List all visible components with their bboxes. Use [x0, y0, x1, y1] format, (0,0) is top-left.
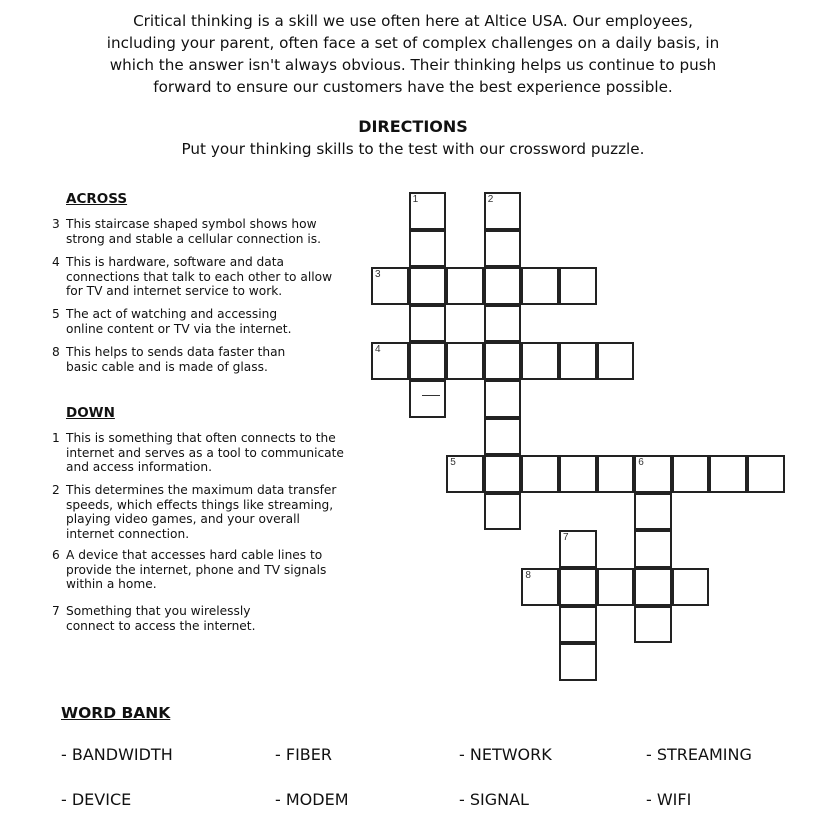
clue-number: 6	[52, 548, 60, 562]
grid-cell[interactable]	[484, 342, 522, 380]
grid-cell[interactable]	[446, 267, 484, 305]
grid-cell[interactable]	[446, 342, 484, 380]
grid-cell[interactable]	[597, 455, 635, 493]
grid-cell[interactable]	[634, 530, 672, 568]
down-clue-2	[52, 483, 347, 541]
across-clue-3	[52, 217, 337, 246]
grid-cell[interactable]	[521, 455, 559, 493]
grid-cell[interactable]	[672, 455, 710, 493]
clue-text: Something that you wirelessly connect to access the internet.	[66, 604, 256, 633]
down-clue-6	[52, 548, 337, 592]
clue-number: 4	[52, 255, 60, 269]
cell-number: 8	[525, 570, 531, 581]
grid-cell[interactable]	[409, 267, 447, 305]
clue-text: This is hardware, software and data connections that talk to each other to allow for TV and internet service to work.	[66, 255, 333, 299]
grid-cell[interactable]	[484, 305, 522, 343]
clue-text: This is something that often connects to the internet and serves as a tool to communicate and access information.	[66, 431, 344, 475]
clue-number: 5	[52, 307, 60, 321]
word-bank-item: - NETWORK	[459, 745, 552, 764]
grid-cell[interactable]	[484, 380, 522, 418]
clue-text: This helps to sends data faster than basic cable and is made of glass.	[66, 345, 286, 374]
grid-cell[interactable]	[559, 643, 597, 681]
grid-cell[interactable]	[634, 493, 672, 531]
clue-text: A device that accesses hard cable lines to provide the internet, phone and TV signals within a home.	[66, 548, 327, 592]
grid-cell[interactable]	[634, 606, 672, 644]
word-bank-item: - BANDWIDTH	[61, 745, 173, 764]
pencil-mark	[422, 395, 440, 396]
cell-number: 4	[375, 344, 381, 356]
across-title: ACROSS	[66, 191, 128, 207]
grid-cell[interactable]	[484, 230, 522, 268]
grid-cell[interactable]	[409, 305, 447, 343]
grid-cell[interactable]	[371, 342, 409, 380]
word-bank-item: - SIGNAL	[459, 790, 529, 809]
grid-cell[interactable]	[409, 192, 447, 230]
word-bank-item: - STREAMING	[646, 745, 752, 764]
word-bank-item: - DEVICE	[61, 790, 132, 809]
grid-cell[interactable]	[484, 418, 522, 456]
grid-cell[interactable]	[559, 568, 597, 606]
cell-number: 3	[375, 269, 381, 281]
word-bank-title: WORD BANK	[61, 704, 171, 722]
grid-cell[interactable]	[484, 455, 522, 493]
clue-number: 2	[52, 483, 60, 497]
grid-cell[interactable]	[559, 267, 597, 305]
grid-cell[interactable]	[634, 568, 672, 606]
word-bank-item: - FIBER	[275, 745, 332, 764]
grid-cell[interactable]	[409, 230, 447, 268]
clue-text: The act of watching and accessing online content or TV via the internet.	[66, 307, 292, 336]
grid-cell[interactable]	[521, 267, 559, 305]
word-bank-item: - MODEM	[275, 790, 349, 809]
clue-text: This staircase shaped symbol shows how strong and stable a cellular connection is.	[66, 217, 321, 246]
grid-cell[interactable]	[597, 342, 635, 380]
clue-text: This determines the maximum data transfer speeds, which effects things like streaming, playing video games, and your overall internet connection.	[66, 483, 337, 541]
across-clue-8	[52, 345, 312, 374]
cell-number: 5	[450, 457, 456, 469]
grid-cell[interactable]	[484, 493, 522, 531]
clue-number: 1	[52, 431, 60, 445]
cell-number: 6	[638, 457, 644, 469]
grid-cell[interactable]	[409, 380, 447, 418]
grid-cell[interactable]	[672, 568, 710, 606]
grid-cell[interactable]	[634, 455, 672, 493]
grid-cell[interactable]	[371, 267, 409, 305]
grid-cell[interactable]	[709, 455, 747, 493]
across-clue-4	[52, 255, 337, 299]
down-title: DOWN	[66, 405, 115, 421]
directions-text: Put your thinking skills to the test with our crossword puzzle.	[181, 140, 645, 158]
grid-cell[interactable]	[484, 192, 522, 230]
across-clue-5	[52, 307, 312, 336]
grid-cell[interactable]	[559, 455, 597, 493]
grid-cell[interactable]	[559, 606, 597, 644]
word-bank-item: - WIFI	[646, 790, 692, 809]
clue-number: 8	[52, 345, 60, 359]
cell-number: 7	[563, 532, 569, 544]
clue-number: 3	[52, 217, 60, 231]
grid-cell[interactable]	[409, 342, 447, 380]
grid-cell[interactable]	[484, 267, 522, 305]
down-clue-7	[52, 604, 267, 633]
grid-cell[interactable]	[747, 455, 785, 493]
grid-cell[interactable]	[597, 568, 635, 606]
clue-number: 7	[52, 604, 60, 618]
down-clue-1	[52, 431, 352, 475]
grid-cell[interactable]	[521, 342, 559, 380]
directions-title: DIRECTIONS	[358, 117, 468, 136]
cell-number: 1	[412, 194, 419, 205]
grid-cell[interactable]	[521, 568, 559, 606]
grid-cell[interactable]	[446, 455, 484, 493]
intro-paragraph: Critical thinking is a skill we use often here at Altice USA. Our employees, including your parent, often face a set of complex challenges on a daily basis, in which the answer isn't always obvious. Their thinking helps us continue to push forward to ensure our customers have the best experience possible.	[106, 12, 720, 96]
cell-number: 2	[487, 194, 494, 205]
grid-cell[interactable]	[559, 530, 597, 568]
grid-cell[interactable]	[559, 342, 597, 380]
